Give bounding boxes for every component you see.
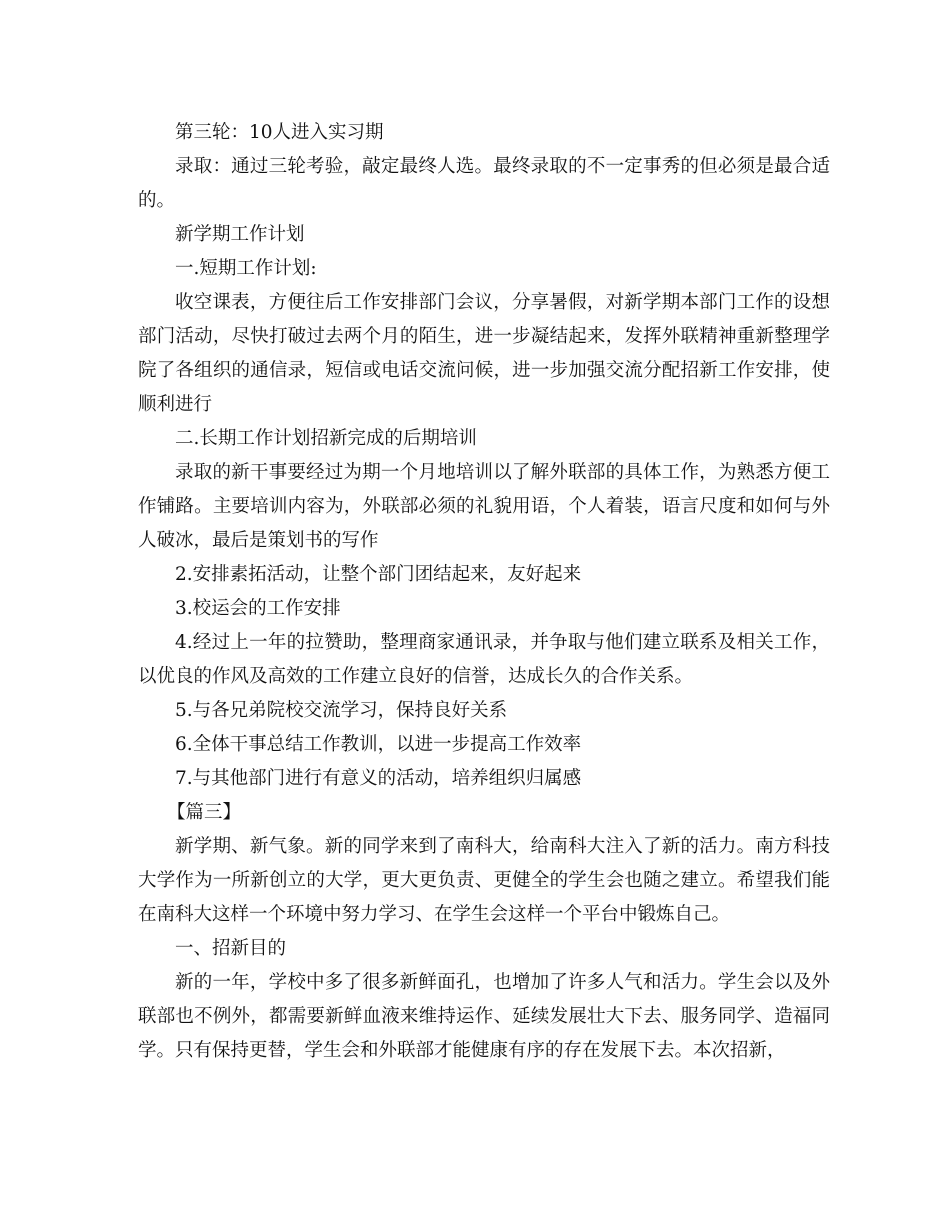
list-item-2: 2.安排素拓活动，让整个部门团结起来，友好起来: [175, 564, 582, 585]
list-item-4: 4.经过上一年的拉赞助，整理商家通讯录，并争取与他们建立联系及相关工作，以优良的作风及高效的工作建立良好的信誉，达成长久的合作关系。: [138, 632, 830, 687]
paragraph-recruitment-purpose: 新的一年，学校中多了很多新鲜面孔，也增加了许多人气和活力。学生会以及外联部也不例外，都需要新鲜血液来维持运作、延续发展壮大下去、服务同学、造福同学。只有保持更替，学生会和外联部才能健康有序的存在发展下去。本次招新，: [138, 972, 830, 1061]
section-heading-part-three: 【篇三】: [167, 802, 242, 823]
list-item-5: 5.与各兄弟院校交流学习，保持良好关系: [175, 700, 508, 721]
list-item-3: 3.校运会的工作安排: [175, 598, 341, 619]
document-body: [138, 116, 830, 1068]
paragraph-admission: 录取：通过三轮考验，敲定最终人选。最终录取的不一定事秀的但必须是最合适的。: [138, 156, 830, 211]
paragraph-round-three: 第三轮：10人进入实习期: [175, 122, 384, 143]
heading-long-term-plan: 二.长期工作计划招新完成的后期培训: [175, 428, 477, 449]
paragraph-new-semester: 新学期、新气象。新的同学来到了南科大，给南科大注入了新的活力。南方科技大学作为一所新创立的大学，更大更负责、更健全的学生会也随之建立。希望我们能在南科大这样一个环境中努力学习、在学生会这样一个平台中锻炼自己。: [138, 836, 830, 925]
list-item-6: 6.全体干事总结工作教训，以进一步提高工作效率: [175, 734, 582, 755]
section-title-new-semester-plan: 新学期工作计划: [175, 224, 305, 245]
paragraph-short-term-details: 收空课表，方便往后工作安排部门会议，分享暑假，对新学期本部门工作的设想部门活动，尽快打破过去两个月的陌生，进一步凝结起来，发挥外联精神重新整理学院了各组织的通信录，短信或电话交流问候，进一步加强交流分配招新工作安排，使顺利进行: [138, 292, 830, 415]
list-item-7: 7.与其他部门进行有意义的活动，培养组织归属感: [175, 768, 582, 789]
paragraph-training: 录取的新干事要经过为期一个月地培训以了解外联部的具体工作，为熟悉方便工作铺路。主要培训内容为，外联部必须的礼貌用语，个人着装，语言尺度和如何与外人破冰，最后是策划书的写作: [138, 462, 830, 551]
heading-recruitment-purpose: 一、招新目的: [175, 938, 287, 959]
heading-short-term-plan: 一.短期工作计划:: [175, 258, 317, 279]
